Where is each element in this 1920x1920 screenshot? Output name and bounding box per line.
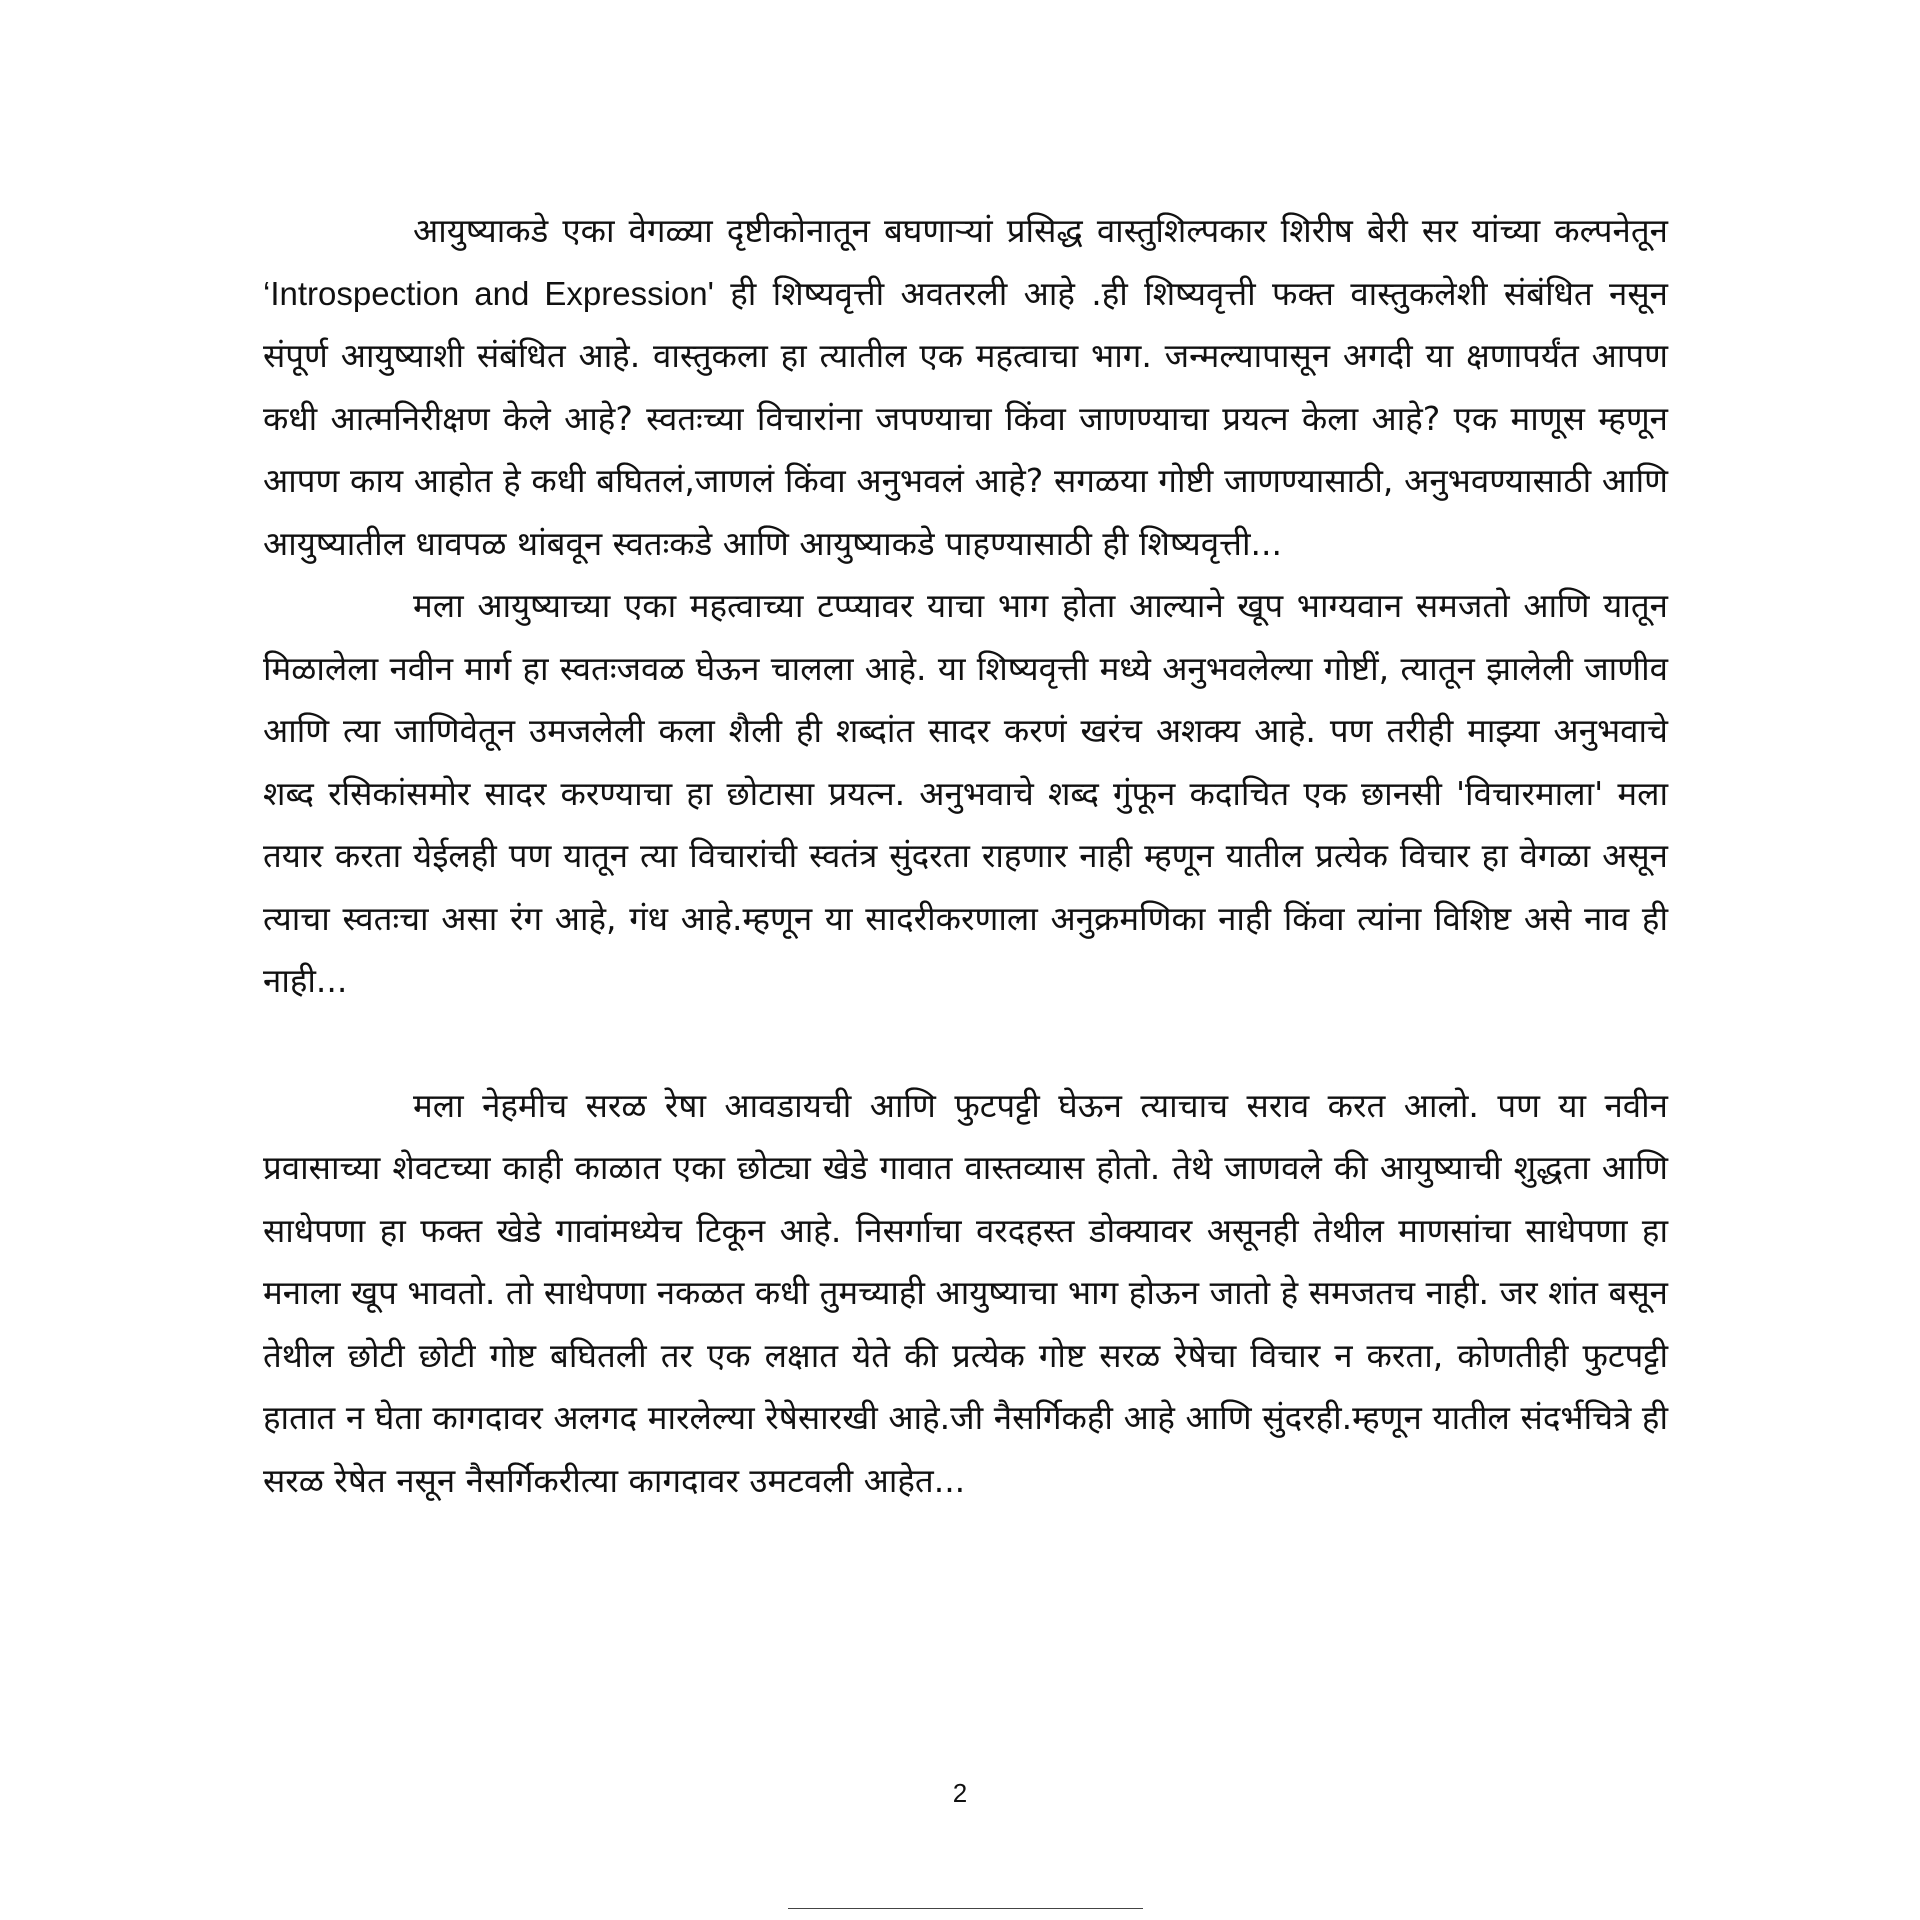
page-number: 2 <box>952 1778 968 1808</box>
paragraph-1-text-a: आयुष्याकडे एका वेगळ्या दृष्टीकोनातून बघणाऱ्यां प्रसिद्ध वास्तुशिल्पकार शिरीष बेरी सर यांच्या कल्पनेतून <box>413 211 1668 250</box>
paragraph-1-text-b: ही शिष्यवृत्ती अवतरली आहे .ही शिष्यवृत्ती फक्त वास्तुकलेशी संबंधित नसून संपूर्ण आयुष्याशी संबंधित आहे. वास्तुकला हा त्यातील एक महत्वाचा भाग. जन्मल्यापासून अगदी या क्षणापर्यंत आपण कधी आत्मनिरीक्षण केले आहे? स्वतःच्या विचारांना जपण्याचा किंवा जाणण्याचा प्रयत्न केला आहे? एक माणूस म्हणून आपण काय आहोत हे कधी बघितलं,जाणलं किंवा अनुभवलं आहे? सगळया गोष्टी जाणण्यासाठी, अनुभवण्यासाठी आणि आयुष्यातील धावपळ थांबवून स्वतःकडे आणि आयुष्याकडे पाहण्यासाठी ही शिष्यवृत्ती... <box>263 273 1668 563</box>
paragraph-1 <box>263 200 1668 575</box>
paragraph-1-english-title: ‘Introspection and Expression' <box>263 274 714 312</box>
body-text <box>263 200 1668 1512</box>
paragraph-2: मला आयुष्याच्या एका महत्वाच्या टप्प्यावर याचा भाग होता आल्याने खूप भाग्यवान समजतो आणि यातून मिळालेला नवीन मार्ग हा स्वतःजवळ घेऊन चालला आहे. या शिष्यवृत्ती मध्ये अनुभवलेल्या गोष्टीं, त्यातून झालेली जाणीव आणि त्या जाणिवेतून उमजलेली कला शैली ही शब्दांत सादर करणं खरंच अशक्य आहे. पण तरीही माझ्या अनुभवाचे शब्द रसिकांसमोर सादर करण्याचा हा छोटासा प्रयत्न. अनुभवाचे शब्द गुंफून कदाचित एक छानसी 'विचारमाला' मला तयार करता येईलही पण यातून त्या विचारांची स्वतंत्र सुंदरता राहणार नाही म्हणून यातील प्रत्येक विचार हा वेगळा असून त्याचा स्वतःचा असा रंग आहे, गंध आहे.म्हणून या सादरीकरणाला अनुक्रमणिका नाही किंवा त्यांना विशिष्ट असे नाव ही नाही... <box>263 586 1668 1000</box>
paragraph-3: मला नेहमीच सरळ रेषा आवडायची आणि फुटपट्टी घेऊन त्याचाच सराव करत आलो. पण या नवीन प्रवासाच्या शेवटच्या काही काळात एका छोट्या खेडे गावात वास्तव्यास होतो. तेथे जाणवले की आयुष्याची शुद्धता आणि साधेपणा हा फक्त खेडे गावांमध्येच टिकून आहे. निसर्गाचा वरदहस्त डोक्यावर असूनही तेथील माणसांचा साधेपणा हा मनाला खूप भावतो. तो साधेपणा नकळत कधी तुमच्याही आयुष्याचा भाग होऊन जातो हे समजतच नाही. जर शांत बसून तेथील छोटी छोटी गोष्ट बघितली तर एक लक्षात येते की प्रत्येक गोष्ट सरळ रेषेचा विचार न करता, कोणतीही फुटपट्टी हातात न घेता कागदावर अलगद मारलेल्या रेषेसारखी आहे.जी नैसर्गिकही आहे आणि सुंदरही.म्हणून यातील संदर्भचित्रे ही सरळ रेषेत नसून नैसर्गिकरीत्या कागदावर उमटवली आहेत... <box>263 1085 1668 1500</box>
footer-divider <box>788 1908 1143 1909</box>
